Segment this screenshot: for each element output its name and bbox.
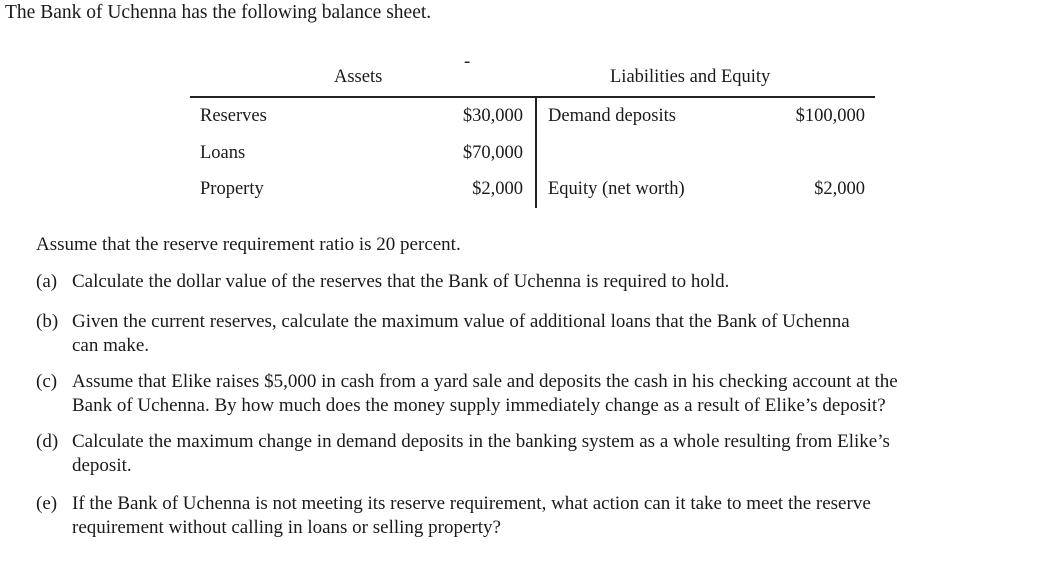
question-line: If the Bank of Uchenna is not meeting its reserve requirement, what action can it take to meet the reserve: [72, 493, 871, 514]
assumption-text: Assume that the reserve requirement ratio is 20 percent.: [36, 234, 461, 255]
liability-label-demand-deposits: Demand deposits: [548, 106, 676, 126]
liability-label-equity: Equity (net worth): [548, 179, 685, 199]
question-text: [72, 270, 729, 294]
intro-text: The Bank of Uchenna has the following balance sheet.: [5, 2, 432, 23]
table-center-rule: [535, 97, 537, 208]
question-label: (b): [36, 311, 59, 332]
liability-value-equity: $2,000: [814, 179, 865, 199]
question-text: [72, 310, 850, 358]
question-line: Calculate the maximum change in demand deposits in the banking system as a whole resulting from Elike’s: [72, 431, 890, 452]
question-line: can make.: [72, 335, 150, 356]
question-text: [72, 492, 871, 540]
header-mark: -: [464, 52, 471, 72]
question-line: Given the current reserves, calculate the maximum value of additional loans that the Bank of Uchenna: [72, 311, 850, 332]
question-label: (a): [36, 271, 58, 292]
liability-value-demand-deposits: $100,000: [795, 106, 865, 126]
question-line: Assume that Elike raises $5,000 in cash from a yard sale and deposits the cash in his checking account at the: [72, 371, 898, 392]
question-text: [72, 430, 890, 478]
question-label: (e): [36, 493, 58, 514]
asset-label-property: Property: [200, 179, 264, 199]
asset-value-reserves: $30,000: [462, 106, 523, 126]
asset-label-reserves: Reserves: [200, 106, 267, 126]
question-text: [72, 370, 898, 418]
question-line: Bank of Uchenna. By how much does the money supply immediately change as a result of Elike’s deposit?: [72, 395, 886, 416]
question-line: deposit.: [72, 455, 132, 476]
question-line: requirement without calling in loans or selling property?: [72, 517, 501, 538]
asset-label-loans: Loans: [200, 143, 246, 163]
assets-header: Assets: [334, 67, 383, 87]
question-label: (d): [36, 431, 59, 452]
question-label: (c): [36, 371, 58, 392]
asset-value-loans: $70,000: [462, 143, 523, 163]
table-top-rule: [190, 96, 875, 98]
liabilities-header: Liabilities and Equity: [610, 67, 771, 87]
question-line: Calculate the dollar value of the reserves that the Bank of Uchenna is required to hold.: [72, 271, 730, 292]
asset-value-property: $2,000: [472, 179, 523, 199]
